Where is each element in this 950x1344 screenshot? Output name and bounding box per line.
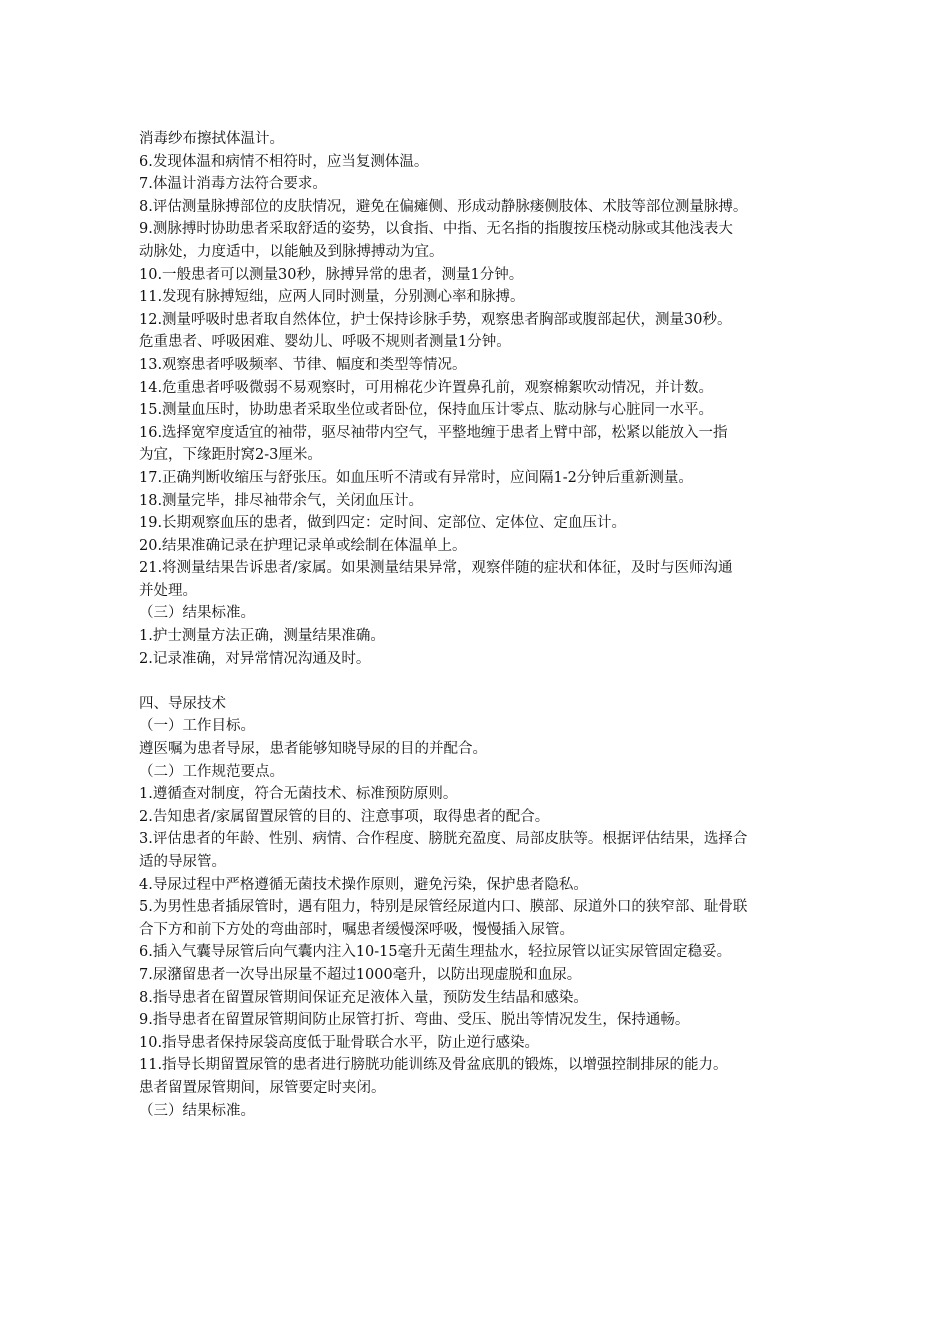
text-line: 8.评估测量脉搏部位的皮肤情况，避免在偏瘫侧、形成动静脉瘘侧肢体、术肢等部位测量脉搏。 <box>139 198 748 215</box>
text-line: 11.发现有脉搏短绌，应两人同时测量，分别测心率和脉搏。 <box>139 289 525 306</box>
text-line: 4.导尿过程中严格遵循无菌技术操作原则，避免污染，保护患者隐私。 <box>139 876 588 893</box>
text-line: 18.测量完毕，排尽袖带余气，关闭血压计。 <box>139 492 424 509</box>
section-heading: （一）工作目标。 <box>139 718 255 735</box>
text-line: 2.记录准确，对异常情况沟通及时。 <box>139 650 371 667</box>
text-line: 2.告知患者/家属留置尿管的目的、注意事项，取得患者的配合。 <box>139 808 550 825</box>
text-line: 8.指导患者在留置尿管期间保证充足液体入量，预防发生结晶和感染。 <box>139 989 588 1006</box>
text-line: 合下方和前下方处的弯曲部时，嘱患者缓慢深呼吸，慢慢插入尿管。 <box>139 921 574 938</box>
text-line: 适的导尿管。 <box>139 854 226 870</box>
text-line: 9.测脉搏时协助患者采取舒适的姿势，以食指、中指、无名指的指腹按压桡动脉或其他浅表大 <box>139 221 733 238</box>
text-line: 10.指导患者保持尿袋高度低于耻骨联合水平，防止逆行感染。 <box>139 1034 540 1051</box>
text-line: 为宜，下缘距肘窝2-3厘米。 <box>139 447 322 464</box>
text-line: 遵医嘱为患者导尿，患者能够知晓导尿的目的并配合。 <box>139 741 487 758</box>
text-line: 7.体温计消毒方法符合要求。 <box>139 176 327 193</box>
text-line: 消毒纱布擦拭体温计。 <box>139 131 284 147</box>
text-line: 1.遵循查对制度，符合无菌技术、标准预防原则。 <box>139 786 458 803</box>
section-heading: （三）结果标准。 <box>139 1102 255 1119</box>
text-line: 3.评估患者的年龄、性别、病情、合作程度、膀胱充盈度、局部皮肤等。根据评估结果，选择合 <box>139 831 748 848</box>
text-line: 6.插入气囊导尿管后向气囊内注入10-15毫升无菌生理盐水，轻拉尿管以证实尿管固定稳妥。 <box>139 944 732 961</box>
text-line: 16.选择宽窄度适宜的袖带，驱尽袖带内空气，平整地缠于患者上臂中部，松紧以能放入一指 <box>139 424 728 441</box>
text-line: 15.测量血压时，协助患者采取坐位或者卧位，保持血压计零点、肱动脉与心脏同一水平。 <box>139 402 714 419</box>
text-line: 并处理。 <box>139 582 197 599</box>
text-line: 患者留置尿管期间，尿管要定时夹闭。 <box>139 1079 386 1096</box>
text-line: 5.为男性患者插尿管时，遇有阻力，特别是尿管经尿道内口、膜部、尿道外口的狭窄部、耻骨联 <box>139 899 748 916</box>
text-line: 19.长期观察血压的患者，做到四定：定时间、定部位、定体位、定血压计。 <box>139 515 627 532</box>
document-page <box>139 128 829 1122</box>
text-line: 10.一般患者可以测量30秒，脉搏异常的患者，测量1分钟。 <box>139 266 524 283</box>
text-line: 11.指导长期留置尿管的患者进行膀胱功能训练及骨盆底肌的锻炼，以增强控制排尿的能力。 <box>139 1057 728 1074</box>
text-line: 7.尿潴留患者一次导出尿量不超过1000毫升，以防出现虚脱和血尿。 <box>139 966 582 983</box>
text-line: 17.正确判断收缩压与舒张压。如血压听不清或有异常时，应间隔1-2分钟后重新测量。 <box>139 469 693 486</box>
text-line: 9.指导患者在留置尿管期间防止尿管打折、弯曲、受压、脱出等情况发生，保持通畅。 <box>139 1012 690 1029</box>
blank-line <box>139 670 829 693</box>
section-heading: （三）结果标准。 <box>139 605 255 622</box>
text-line: 20.结果准确记录在护理记录单或绘制在体温单上。 <box>139 537 467 554</box>
text-line: 1.护士测量方法正确，测量结果准确。 <box>139 628 385 645</box>
text-line: 6.发现体温和病情不相符时，应当复测体温。 <box>139 153 429 170</box>
chapter-heading: 四、导尿技术 <box>139 695 226 712</box>
text-line: 动脉处，力度适中，以能触及到脉搏搏动为宜。 <box>139 243 444 260</box>
text-line: 危重患者、呼吸困难、婴幼儿、呼吸不规则者测量1分钟。 <box>139 334 511 351</box>
text-line: 12.测量呼吸时患者取自然体位，护士保持诊脉手势，观察患者胸部或腹部起伏，测量30秒。 <box>139 311 732 328</box>
text-line: 21.将测量结果告诉患者/家属。如果测量结果异常，观察伴随的症状和体征，及时与医师沟通 <box>139 560 733 577</box>
text-line: 14.危重患者呼吸微弱不易观察时，可用棉花少许置鼻孔前，观察棉絮吹动情况，并计数。 <box>139 379 714 396</box>
section-heading: （二）工作规范要点。 <box>139 763 284 780</box>
text-line: 13.观察患者呼吸频率、节律、幅度和类型等情况。 <box>139 356 467 373</box>
